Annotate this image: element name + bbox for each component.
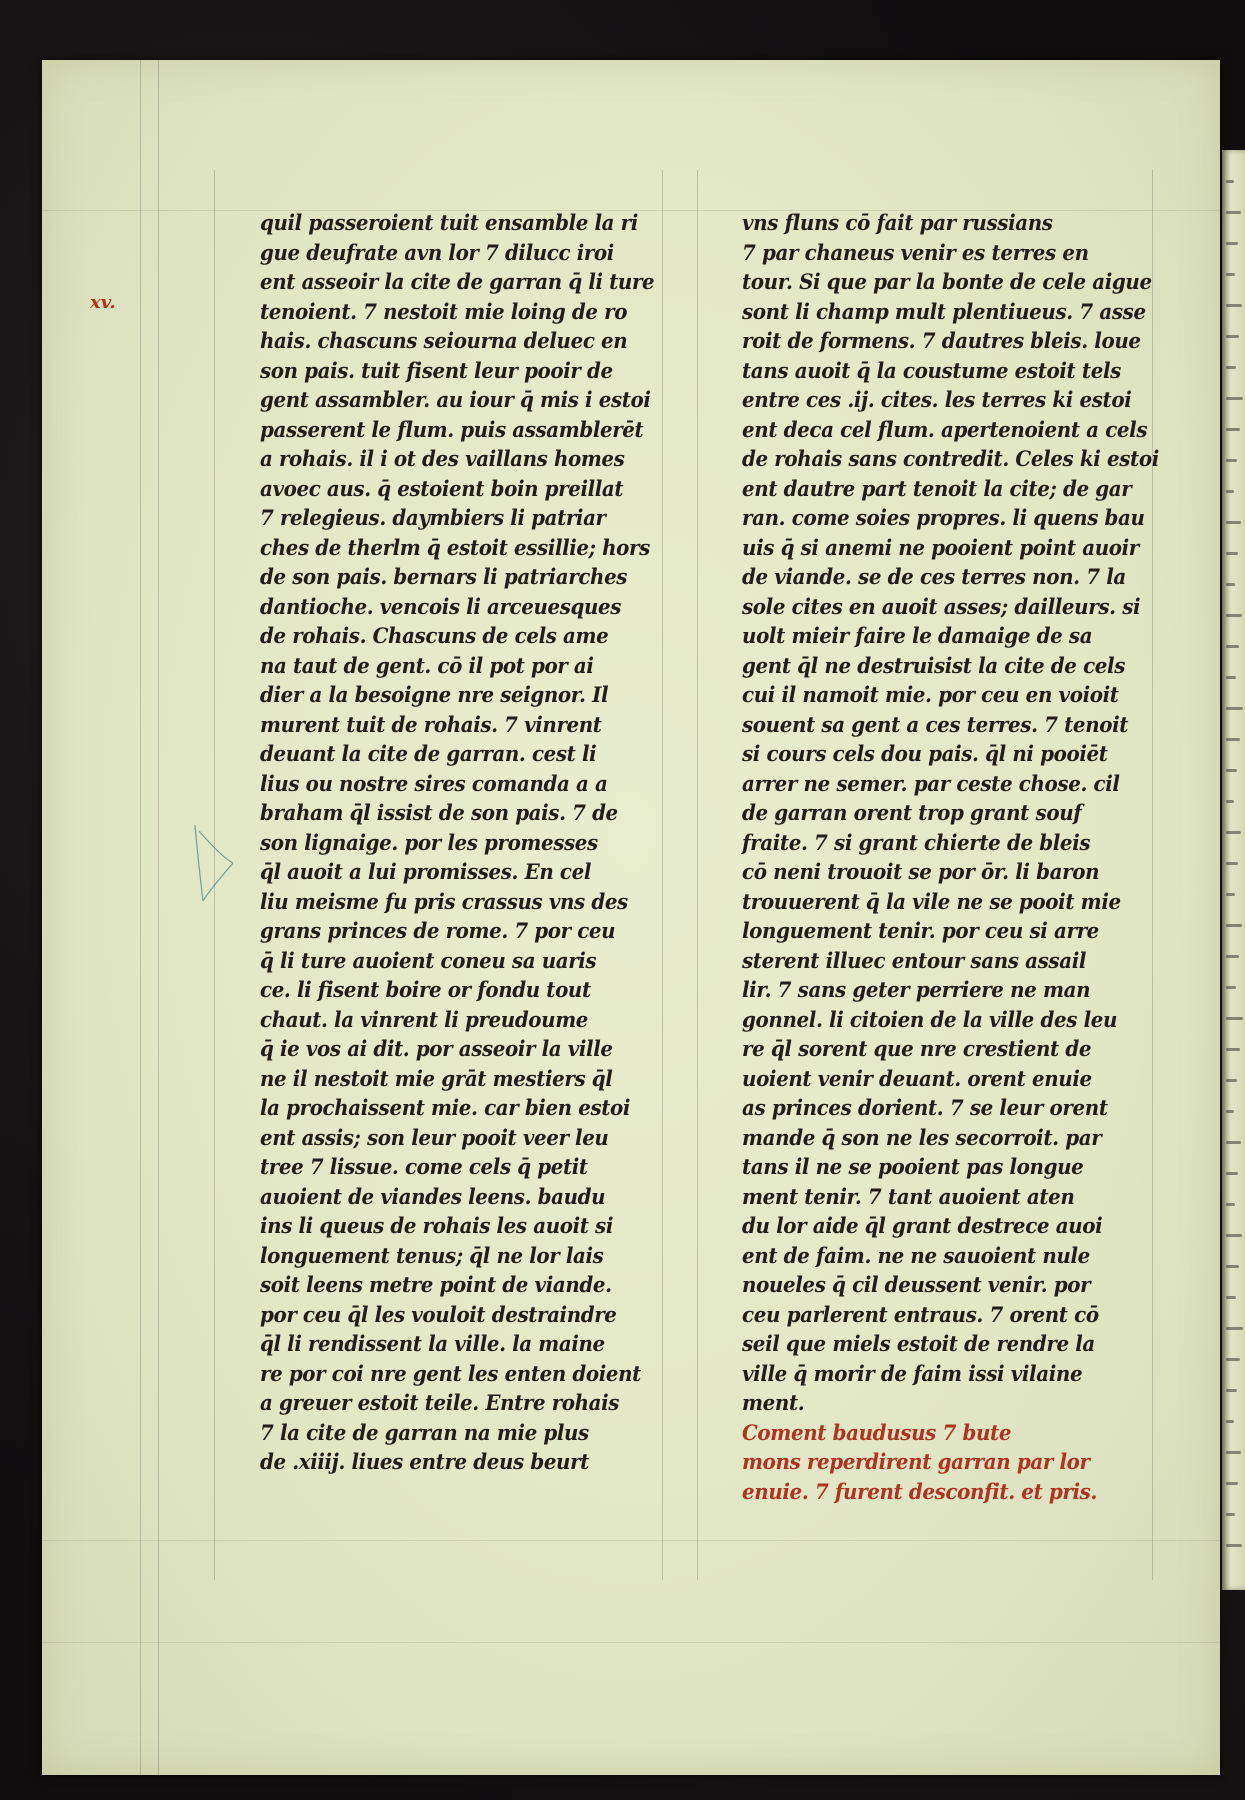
text-line: entre ces .ij. cites. les terres ki estoi: [742, 387, 1132, 412]
edge-ink-mark: [1226, 273, 1235, 276]
text-line: braham q̄l issist de son pais. 7 de: [260, 800, 618, 825]
text-line: 7 la cite de garran na mie plus: [260, 1419, 589, 1445]
edge-ink-mark: [1226, 583, 1235, 586]
text-line: ville q̄ morir de faim issi vilaine: [742, 1360, 1083, 1386]
text-line: quil passeroient tuit ensamble la ri: [260, 210, 638, 235]
text-line: cui il namoit mie. por ceu en voioit: [742, 682, 1119, 707]
text-line: q̄l li rendissent la ville. la maine: [260, 1331, 605, 1356]
text-line: soit leens metre point de viande.: [260, 1272, 612, 1297]
text-line: gonnel. li citoien de la ville des leu: [742, 1006, 1118, 1032]
text-line: souent sa gent a ces terres. 7 tenoit: [742, 711, 1129, 737]
text-line: dier a la besoigne nre seignor. Il: [260, 682, 609, 707]
edge-ink-mark: [1226, 986, 1236, 989]
right-text-column: [742, 208, 1207, 1506]
edge-ink-mark: [1226, 1172, 1238, 1175]
text-line: ent assis; son leur pooit veer leu: [260, 1124, 609, 1150]
text-line: roit de formens. 7 dautres bleis. loue: [742, 328, 1141, 353]
text-line: deuant la cite de garran. cest li: [260, 741, 597, 766]
rubric-line: enuie. 7 furent desconfit. et pris.: [742, 1478, 1098, 1504]
text-line: ent asseoir la cite de garran q̄ li ture: [260, 269, 655, 294]
text-line: de garran orent trop grant souf: [742, 800, 1082, 825]
text-line: de rohais sans contredit. Celes ki estoi: [742, 446, 1159, 471]
edge-ink-mark: [1226, 707, 1243, 710]
text-line: vns fluns cō fait par russians: [742, 210, 1053, 235]
text-line: as princes dorient. 7 se leur orent: [742, 1095, 1108, 1120]
text-line: cō neni trouoit se por ōr. li baron: [742, 859, 1100, 884]
text-line: passerent le flum. puis assamblerēt: [260, 416, 644, 442]
text-line: lir. 7 sans geter perriere ne man: [742, 977, 1091, 1002]
text-line: noueles q̄ cil deussent venir. por: [742, 1272, 1091, 1297]
text-line: la prochaissent mie. car bien estoi: [260, 1095, 631, 1120]
text-line: tree 7 lissue. come cels q̄ petit: [260, 1154, 588, 1179]
edge-ink-mark: [1226, 893, 1235, 896]
edge-ink-mark: [1226, 304, 1242, 307]
text-line: ne il nestoit mie grāt mestiers q̄l: [260, 1065, 613, 1091]
edge-ink-mark: [1226, 521, 1241, 524]
text-line: mande q̄ son ne les secorroit. par: [742, 1124, 1102, 1150]
edge-ink-mark: [1226, 180, 1234, 183]
text-line: uolt mieir faire le damaige de sa: [742, 623, 1093, 648]
text-line: sterent illuec entour sans assail: [742, 947, 1087, 973]
text-line: uoient venir deuant. orent enuie: [742, 1065, 1092, 1091]
text-line: fraite. 7 si grant chierte de bleis: [742, 829, 1091, 855]
edge-ink-mark: [1226, 1544, 1242, 1547]
rubric-line: Coment baudusus 7 bute: [742, 1419, 1012, 1445]
edge-ink-mark: [1226, 769, 1237, 772]
edge-ink-mark: [1226, 366, 1236, 369]
margin-pen-sketch: [189, 823, 239, 903]
edge-ink-mark: [1226, 1389, 1237, 1392]
text-line: grans princes de rome. 7 por ceu: [260, 918, 616, 943]
text-line: tenoient. 7 nestoit mie loing de ro: [260, 298, 628, 324]
edge-ink-mark: [1226, 645, 1239, 648]
text-line: liu meisme fu pris crassus vns des: [260, 888, 628, 914]
edge-ink-mark: [1226, 397, 1243, 400]
text-line: ment.: [742, 1390, 805, 1415]
ruling-line: [42, 1642, 1220, 1643]
text-line: a rohais. il i ot des vaillans homes: [260, 446, 625, 471]
edge-ink-mark: [1226, 1451, 1241, 1454]
edge-ink-mark: [1226, 676, 1236, 679]
ruling-line: [158, 60, 159, 1775]
text-line: son pais. tuit fisent leur pooir de: [260, 357, 613, 383]
text-line: a greuer estoit teile. Entre rohais: [260, 1390, 620, 1415]
edge-ink-mark: [1226, 1482, 1238, 1485]
edge-ink-mark: [1226, 242, 1238, 245]
text-line: sont li champ mult plentiueus. 7 asse: [742, 298, 1146, 324]
edge-ink-mark: [1226, 800, 1234, 803]
text-line: tour. Si que par la bonte de cele aigue: [742, 269, 1152, 294]
text-line: por ceu q̄l les vouloit destraindre: [260, 1301, 617, 1327]
text-line: ran. come soies propres. li quens bau: [742, 505, 1145, 530]
edge-ink-mark: [1226, 459, 1237, 462]
text-line: avoec aus. q̄ estoient boin preillat: [260, 475, 624, 501]
text-line: de son pais. bernars li patriarches: [260, 564, 628, 589]
text-line: chaut. la vinrent li preudoume: [260, 1006, 589, 1032]
text-line: 7 relegieus. daymbiers li patriar: [260, 505, 606, 530]
text-line: de .xiiij. liues entre deus beurt: [260, 1449, 589, 1474]
ruling-line: [42, 1540, 1220, 1541]
edge-ink-mark: [1226, 862, 1238, 865]
text-line: de rohais. Chascuns de cels ame: [260, 623, 609, 648]
edge-ink-mark: [1226, 1513, 1235, 1516]
text-line: du lor aide q̄l grant destrece auoi: [742, 1213, 1103, 1238]
edge-ink-mark: [1226, 1358, 1240, 1361]
edge-ink-mark: [1226, 335, 1239, 338]
text-line: ent deca cel flum. apertenoient a cels: [742, 416, 1148, 442]
edge-ink-mark: [1226, 614, 1242, 617]
text-line: murent tuit de rohais. 7 vinrent: [260, 711, 602, 737]
edge-ink-mark: [1226, 738, 1240, 741]
text-line: auoient de viandes leens. baudu: [260, 1183, 606, 1209]
edge-ink-mark: [1226, 1110, 1234, 1113]
edge-ink-mark: [1226, 831, 1241, 834]
edge-ink-mark: [1226, 1141, 1241, 1144]
text-line: q̄ ie vos ai dit. por asseoir la ville: [260, 1036, 613, 1061]
edge-ink-mark: [1226, 1017, 1243, 1020]
text-line: trouuerent q̄ la vile ne se pooit mie: [742, 888, 1121, 914]
rubric-line: mons reperdirent garran par lor: [742, 1449, 1090, 1474]
text-line: ent dautre part tenoit la cite; de gar: [742, 475, 1132, 501]
edge-ink-mark: [1226, 1327, 1243, 1330]
edge-ink-mark: [1226, 955, 1239, 958]
text-line: re q̄l sorent que nre crestient de: [742, 1036, 1092, 1061]
text-line: tans il ne se pooient pas longue: [742, 1154, 1084, 1179]
edge-ink-mark: [1226, 211, 1241, 214]
text-line: dantioche. vencois li arceuesques: [260, 593, 622, 619]
text-line: gent assambler. au iour q̄ mis i estoi: [260, 387, 651, 412]
text-line: seil que miels estoit de rendre la: [742, 1331, 1095, 1356]
text-line: q̄ li ture auoient coneu sa uaris: [260, 947, 597, 973]
edge-ink-mark: [1226, 1234, 1242, 1237]
manuscript-page: [42, 60, 1220, 1775]
edge-ink-mark: [1226, 1265, 1239, 1268]
text-line: de viande. se de ces terres non. 7 la: [742, 564, 1126, 589]
edge-ink-mark: [1226, 1420, 1234, 1423]
text-line: ins li queus de rohais les auoit si: [260, 1213, 613, 1238]
text-line: re por coi nre gent les enten doient: [260, 1360, 641, 1386]
text-line: uis q̄ si anemi ne pooient point auoir: [742, 534, 1139, 560]
margin-chapter-number: xv.: [90, 292, 116, 313]
text-line: sole cites en auoit asses; dailleurs. si: [742, 593, 1141, 619]
text-line: arrer ne semer. par ceste chose. cil: [742, 770, 1120, 796]
text-line: q̄l auoit a lui promisses. En cel: [260, 859, 591, 884]
edge-ink-mark: [1226, 428, 1240, 431]
left-text-column: [260, 208, 705, 1477]
ruling-line: [140, 60, 141, 1775]
text-line: son lignaige. por les promesses: [260, 829, 598, 855]
edge-ink-mark: [1226, 924, 1242, 927]
text-line: 7 par chaneus venir es terres en: [742, 239, 1089, 265]
text-line: ches de therlm q̄ estoit essillie; hors: [260, 534, 650, 560]
text-line: longuement tenir. por ceu si arre: [742, 918, 1099, 943]
edge-ink-mark: [1226, 552, 1238, 555]
text-line: na taut de gent. cō il pot por ai: [260, 652, 594, 678]
text-line: ceu parlerent entraus. 7 orent cō: [742, 1301, 1099, 1327]
text-line: tans auoit q̄ la coustume estoit tels: [742, 357, 1121, 383]
edge-ink-mark: [1226, 1203, 1235, 1206]
text-line: lius ou nostre sires comanda a a: [260, 770, 608, 796]
text-line: gent q̄l ne destruisist la cite de cels: [742, 652, 1126, 678]
edge-ink-mark: [1226, 1079, 1237, 1082]
text-line: longuement tenus; q̄l ne lor lais: [260, 1242, 604, 1268]
text-line: gue deufrate avn lor 7 dilucc iroi: [260, 239, 614, 265]
adjacent-page-edge: [1222, 150, 1245, 1590]
edge-ink-mark: [1226, 1296, 1236, 1299]
text-line: ment tenir. 7 tant auoient aten: [742, 1183, 1075, 1209]
edge-ink-mark: [1226, 490, 1234, 493]
text-line: ce. li fisent boire or fondu tout: [260, 977, 591, 1002]
edge-ink-mark: [1226, 1048, 1240, 1051]
text-line: hais. chascuns seiourna deluec en: [260, 328, 628, 353]
text-line: si cours cels dou pais. q̄l ni pooiēt: [742, 741, 1108, 766]
text-line: ent de faim. ne ne sauoient nule: [742, 1242, 1090, 1268]
